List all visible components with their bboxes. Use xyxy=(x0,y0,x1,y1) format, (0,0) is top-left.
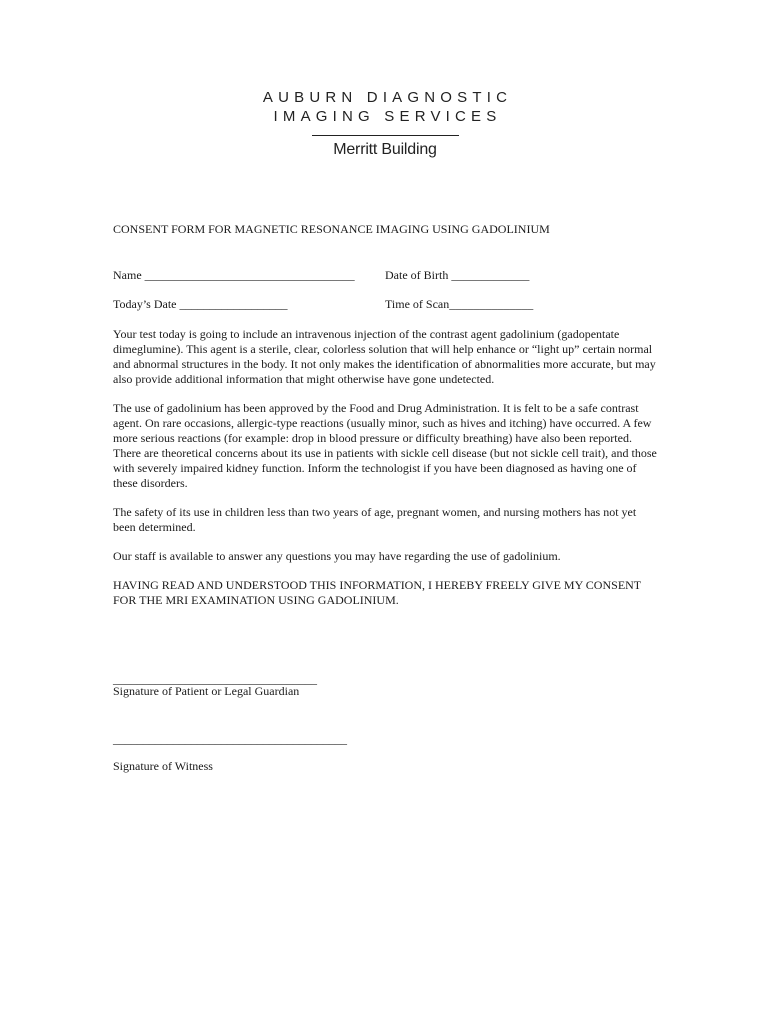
paragraph-questions: Our staff is available to answer any questions you may have regarding the use of gadolinium. xyxy=(113,549,561,563)
letterhead-divider xyxy=(312,135,459,136)
paragraph-safety: The safety of its use in children less than two years of age, pregnant women, and nursing mothers has not yet been determined. xyxy=(113,505,637,534)
name-field[interactable]: Name ___________________________________ xyxy=(113,268,355,282)
paragraph-consent-statement: HAVING READ AND UNDERSTOOD THIS INFORMATION, I HEREBY FREELY GIVE MY CONSENT FOR THE MRI EXAMINATION USING GADOLINIUM. xyxy=(113,578,641,607)
witness-signature-label: Signature of Witness xyxy=(113,759,213,773)
paragraph-fda: The use of gadolinium has been approved by the Food and Drug Administration. It is felt to be a safe contrast agent. On rare occasions, allergic-type reactions (usually minor, such as hives and itching) have occurred. A few more serious reactions (for example: drop in blood pressure or difficulty breathing) have also been reported. There are theoretical concerns about its use in patients with sickle cell disease (but not sickle cell trait), and those with severely impaired kidney function. Inform the technologist if you have been diagnosed as having one of these disorders. xyxy=(113,401,657,490)
letterhead-line-1: AUBURN DIAGNOSTIC xyxy=(262,89,513,106)
patient-signature-label: Signature of Patient or Legal Guardian xyxy=(113,684,300,698)
date-of-birth-field[interactable]: Date of Birth _____________ xyxy=(385,268,530,282)
letterhead-building: Merritt Building xyxy=(333,141,437,158)
todays-date-field[interactable]: Today’s Date __________________ xyxy=(113,297,288,311)
paragraph-intro: Your test today is going to include an intravenous injection of the contrast agent gadolinium (gadopentate dimeglumine). This agent is a sterile, clear, colorless solution that will help enhance or “light up” certain normal and abnormal structures in the body. It not only makes the identification of abnormalities more accurate, but may also provide additional information that might otherwise have gone undetected. xyxy=(113,327,656,386)
time-of-scan-field[interactable]: Time of Scan______________ xyxy=(385,297,534,311)
witness-signature-line[interactable]: _______________________________________ xyxy=(113,732,347,746)
letterhead xyxy=(0,88,770,159)
form-title: CONSENT FORM FOR MAGNETIC RESONANCE IMAGING USING GADOLINIUM xyxy=(113,222,550,236)
patient-signature-line[interactable]: __________________________________ xyxy=(113,672,317,686)
consent-body xyxy=(113,327,661,622)
letterhead-line-2: IMAGING SERVICES xyxy=(273,108,502,125)
